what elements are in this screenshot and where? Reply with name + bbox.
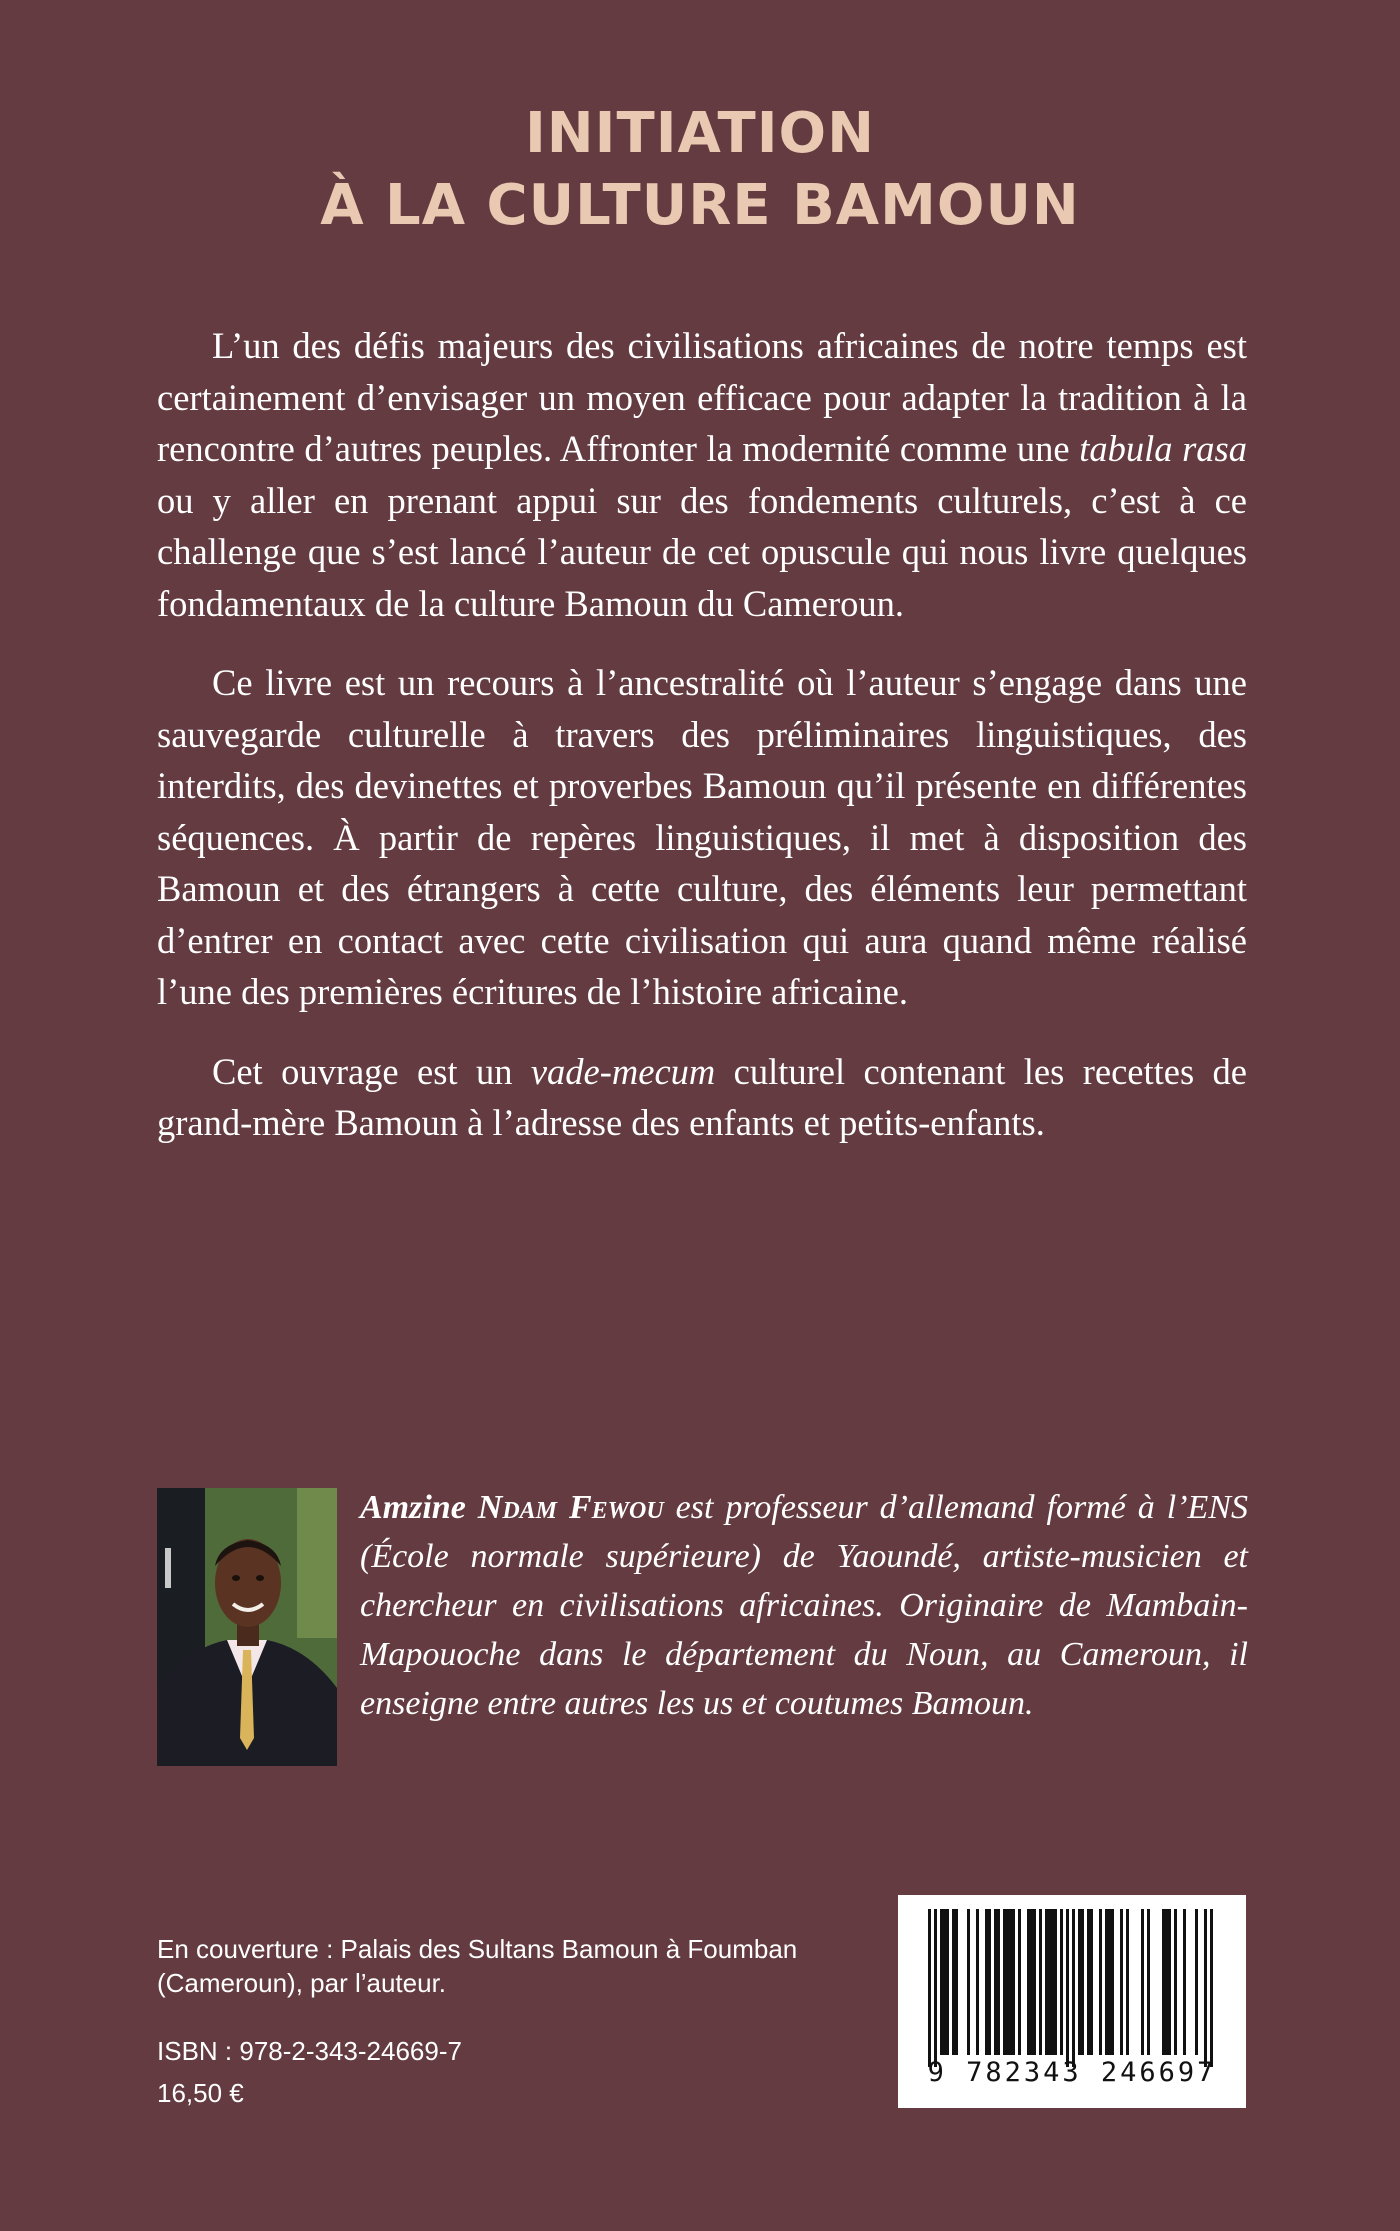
barcode-bar — [1141, 1909, 1144, 2055]
barcode-bar — [1204, 1909, 1207, 2067]
barcode-bar — [1105, 1909, 1108, 2055]
barcode-bar — [1006, 1909, 1009, 2055]
barcode-bar — [985, 1909, 988, 2055]
barcode-bar — [1165, 1909, 1168, 2055]
barcode-bar — [955, 1909, 958, 2055]
barcode-digits: 9 782343 246697 — [927, 2057, 1217, 2088]
blurb-paragraph-2: Ce livre est un recours à l’ancestralité où l’auteur s’engage dans une sauvegarde culturelle à travers des préliminaires linguistiques, des interdits, des devinettes et proverbes Bamoun qu’il présente en différentes séquences. À partir de repères linguistiques, il met à disposition des Bamoun et des étrangers à cette culture, des éléments leur permettant d’entrer en contact avec cette civilisation qui aura quand même réalisé l’une des premières écritures de l’histoire africaine. — [157, 662, 1247, 1012]
book-title-line-2: À LA CULTURE BAMOUN — [320, 173, 1080, 238]
barcode-bar — [1108, 1909, 1111, 2055]
publication-info — [157, 1932, 857, 2114]
barcode-bar — [1054, 1909, 1057, 2055]
barcode-bar — [1027, 1909, 1030, 2055]
barcode-bar — [1066, 1909, 1069, 2067]
barcode-bar — [1060, 1909, 1063, 2055]
barcode-bar — [997, 1909, 1000, 2055]
barcode-bar — [1087, 1909, 1090, 2055]
author-name: Amzine Ndam Fewou — [360, 1489, 664, 1526]
barcode-bar — [1033, 1909, 1036, 2055]
blurb-paragraph-1: L’un des défis majeurs des civilisations africaines de notre temps est certainement d’envisager un moyen efficace pour adapter la tradition à la rencontre d’autres peuples. Affronter la modernité comme une tabula rasa ou y aller en prenant appui sur des fondements culturels, c’est à ce challenge que s’est lancé l’auteur de cet opuscule qui nous livre quelques fondamentaux de la culture Bamoun du Cameroun. — [157, 325, 1247, 624]
barcode-bar — [943, 1909, 946, 2055]
barcode-bar — [1012, 1909, 1015, 2055]
cover-credit: En couverture : Palais des Sultans Bamoun à Foumban (Cameroun), par l’auteur. — [157, 1934, 798, 1998]
back-cover-blurb — [157, 320, 1247, 1177]
barcode-bar — [1126, 1909, 1129, 2055]
barcode-bar — [967, 1909, 970, 2055]
barcode-bar — [952, 1909, 955, 2055]
barcode-bar — [988, 1909, 991, 2055]
barcode-bar — [1009, 1909, 1012, 2055]
barcode-bar — [1195, 1909, 1198, 2055]
barcode-bar — [1045, 1909, 1048, 2055]
barcode-bar — [1018, 1909, 1021, 2055]
barcode — [898, 1895, 1246, 2108]
author-bio — [360, 1483, 1248, 1728]
barcode-bar — [1120, 1909, 1123, 2055]
price: 16,50 € — [157, 2078, 244, 2108]
barcode-bar — [1111, 1909, 1114, 2055]
blurb-paragraph-3: Cet ouvrage est un vade-mecum culturel contenant les recettes de grand-mère Bamoun à l’adresse des enfants et petits-enfants. — [157, 1050, 1247, 1143]
barcode-bar — [1090, 1909, 1093, 2055]
barcode-bar — [1039, 1909, 1042, 2055]
barcode-bar — [1078, 1909, 1081, 2055]
barcode-bar — [946, 1909, 949, 2055]
barcode-bar — [1099, 1909, 1102, 2055]
author-photo — [157, 1488, 337, 1766]
barcode-bar — [1072, 1909, 1075, 2067]
book-title — [0, 98, 1400, 242]
barcode-bar — [1003, 1909, 1006, 2055]
barcode-bar — [1081, 1909, 1084, 2055]
barcode-bar — [1168, 1909, 1171, 2055]
barcode-bar — [976, 1909, 979, 2055]
barcode-bar — [1048, 1909, 1051, 2055]
book-title-line-1: INITIATION — [524, 101, 876, 166]
barcode-bar — [1183, 1909, 1186, 2055]
barcode-bar — [1210, 1909, 1213, 2067]
barcode-bar — [1162, 1909, 1165, 2055]
author-bio-text: est professeur d’allemand formé à l’ENS (École normale supérieure) de Yaoundé, artiste-musicien et chercheur en civilisations africaines. Originaire de Mambain-Mapouoche dans le département du Noun, au Cameroun, il enseigne entre autres les us et coutumes Bamoun. — [360, 1489, 1248, 1722]
barcode-bar — [1174, 1909, 1177, 2055]
barcode-bar — [1051, 1909, 1054, 2055]
barcode-bar — [1030, 1909, 1033, 2055]
barcode-bar — [994, 1909, 997, 2055]
barcode-bar — [940, 1909, 943, 2055]
isbn: ISBN : 978-2-343-24669-7 — [157, 2036, 462, 2066]
barcode-bar — [928, 1909, 931, 2067]
barcode-bar — [934, 1909, 937, 2067]
barcode-bar — [1147, 1909, 1150, 2055]
